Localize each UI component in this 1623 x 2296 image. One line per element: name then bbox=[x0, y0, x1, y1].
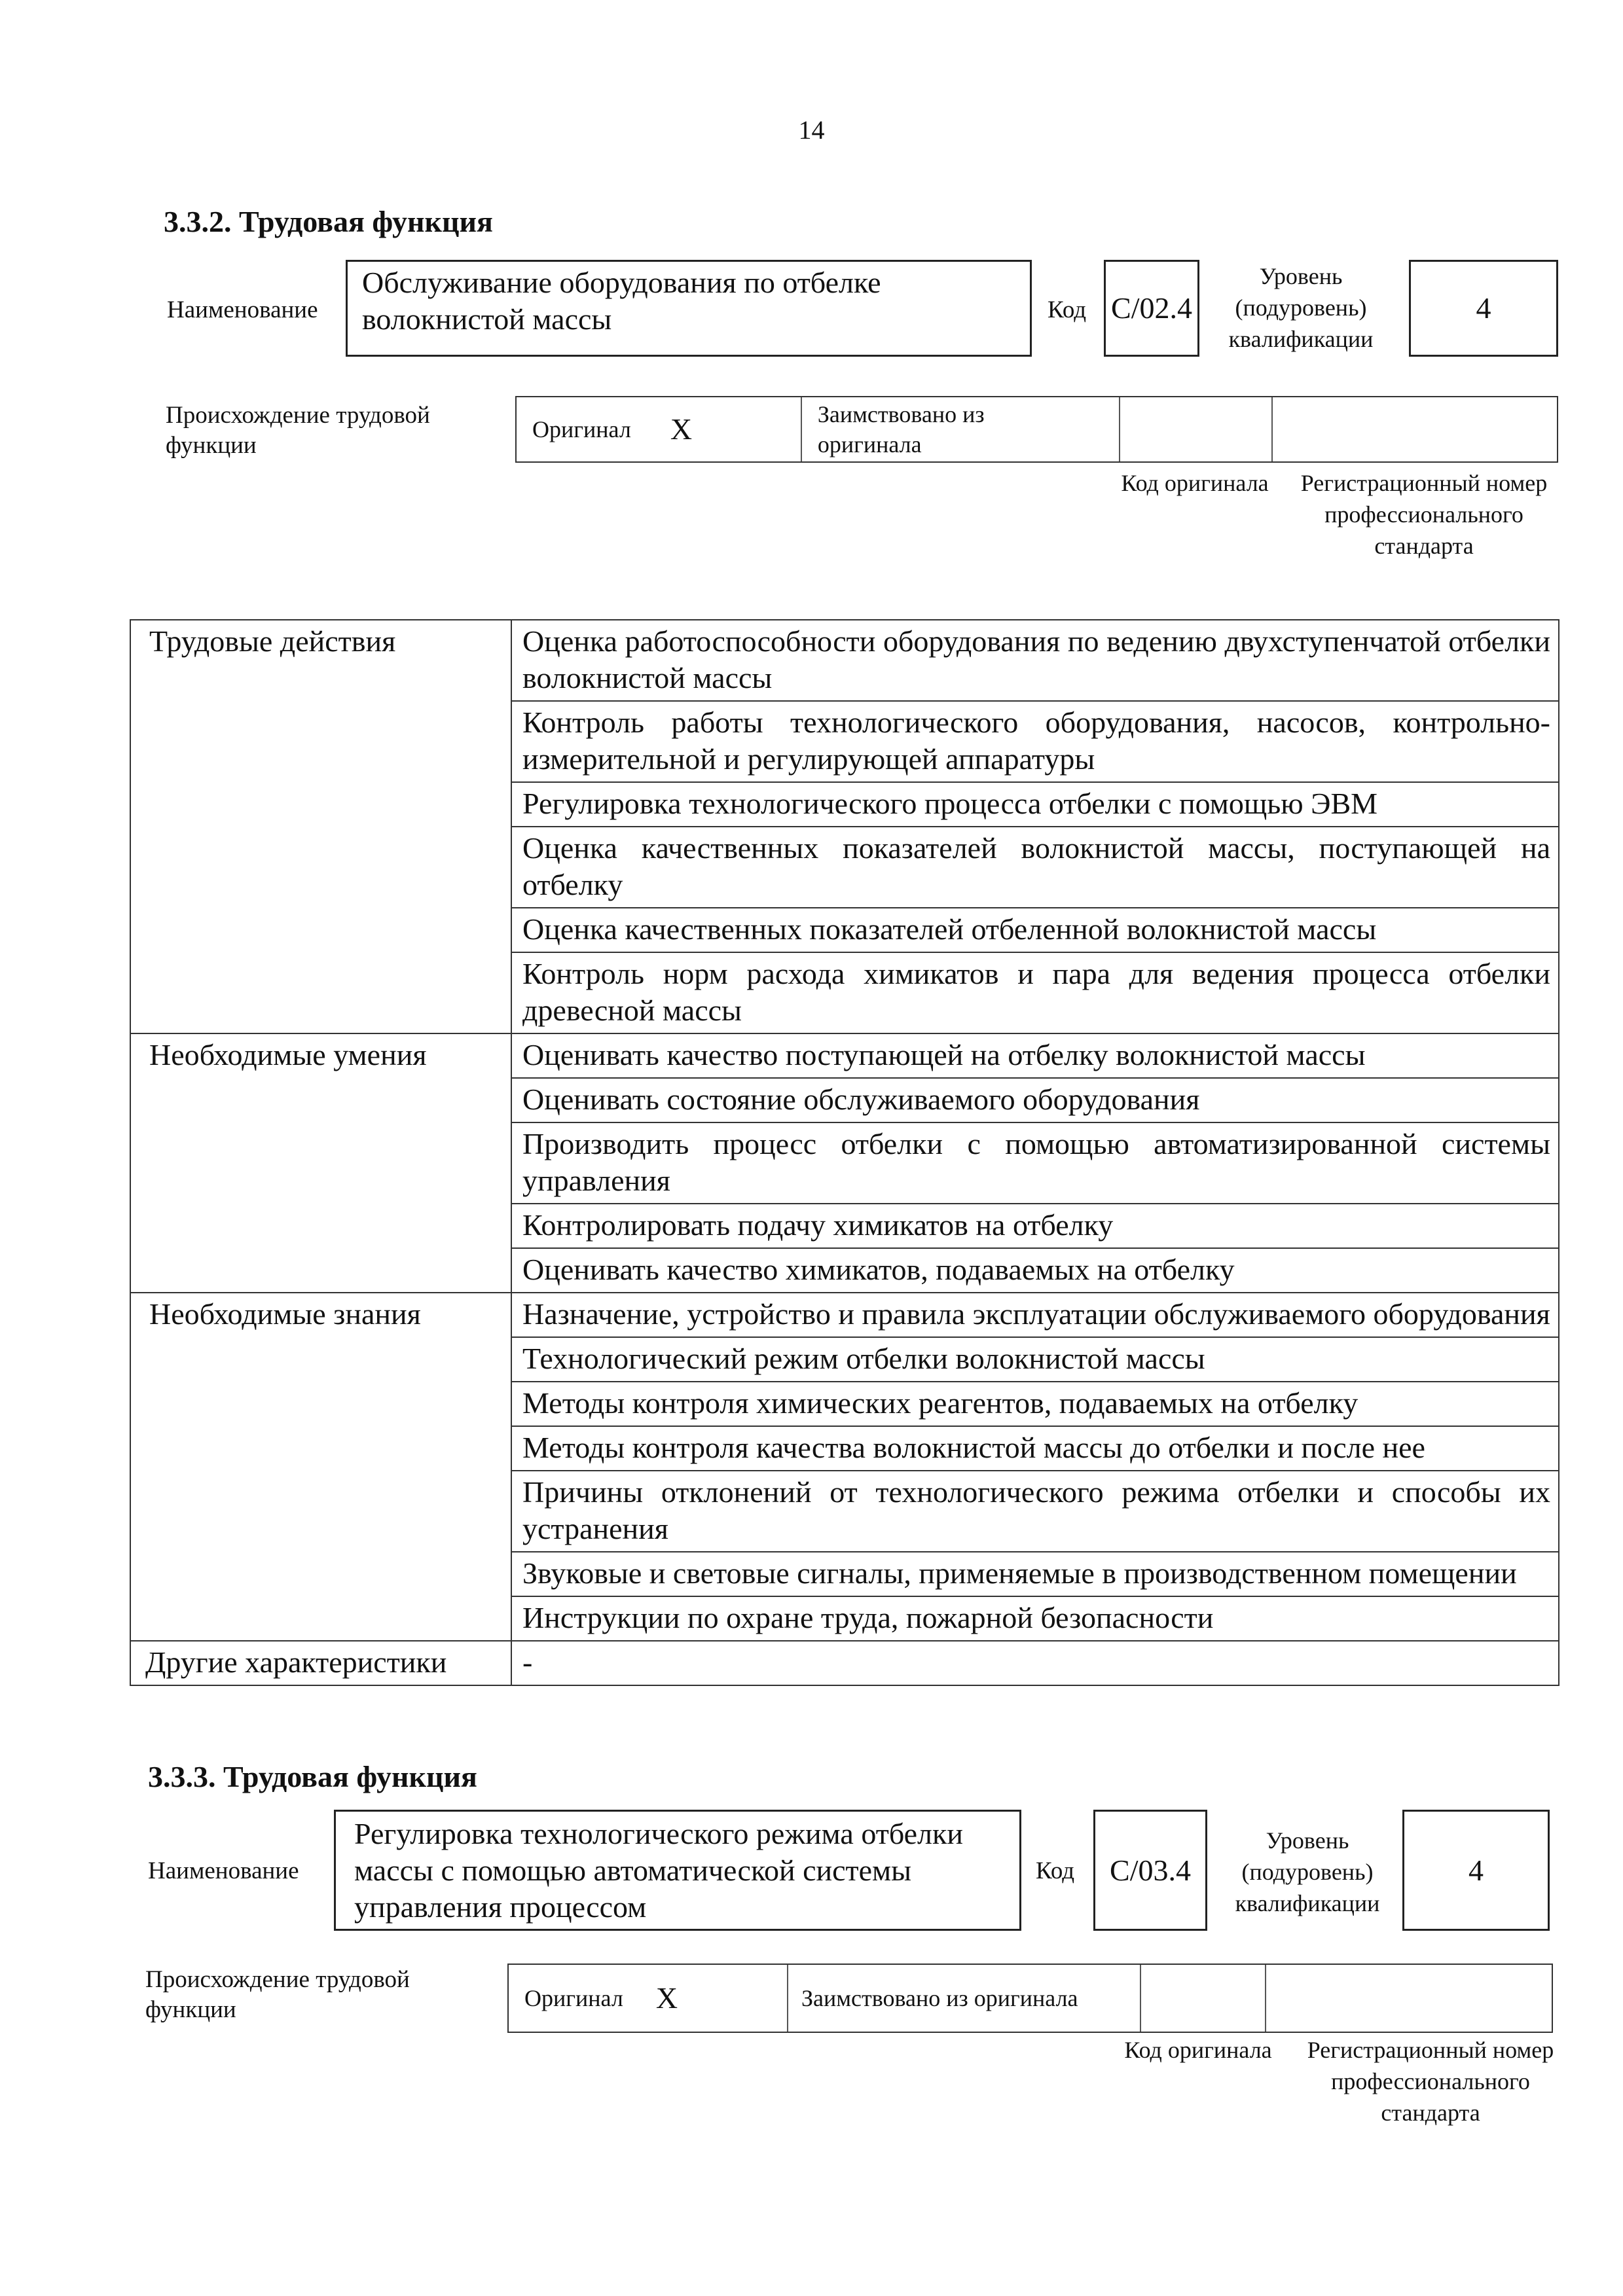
skill-item: Оценивать качество химикатов, подаваемых на отбелку bbox=[511, 1248, 1559, 1293]
code-original-cell bbox=[1120, 397, 1273, 461]
function-name-box bbox=[334, 1810, 1021, 1931]
original-mark: X bbox=[655, 1981, 678, 2015]
labor-action-item: Контроль норм расхода химикатов и пара для ведения процесса отбелки древесной массы bbox=[511, 952, 1559, 1033]
skills-header: Необходимые умения bbox=[130, 1033, 511, 1293]
table-row bbox=[130, 620, 1559, 701]
borrowed-label: Заимствовано из оригинала bbox=[817, 401, 985, 457]
origin-label: Происхождение трудовой функции bbox=[166, 402, 430, 459]
skill-item: Оценивать качество поступающей на отбелку волокнистой массы bbox=[511, 1033, 1559, 1078]
name-label: Наименование bbox=[167, 296, 318, 323]
function-name: Регулировка технологического режима отбелки массы с помощью автоматической системы управления процессом bbox=[354, 1817, 963, 1924]
knowledge-item: Назначение, устройство и правила эксплуатации обслуживаемого оборудования bbox=[511, 1293, 1559, 1337]
level-label: Уровень (подуровень) квалификации bbox=[1235, 1827, 1380, 1916]
code-value: C/03.4 bbox=[1110, 1853, 1191, 1887]
original-label: Оригинал bbox=[524, 1985, 623, 2011]
reg-number-cell bbox=[1266, 1965, 1552, 2032]
page-number: 14 bbox=[798, 115, 825, 145]
knowledge-item: Причины отклонений от технологического режима отбелки и способы их устранения bbox=[511, 1471, 1559, 1552]
other-value: - bbox=[511, 1641, 1559, 1685]
code-original-label: Код оригинала bbox=[1121, 470, 1269, 496]
code-label: Код bbox=[1048, 296, 1087, 323]
code-original-cell bbox=[1141, 1965, 1267, 2032]
knowledge-header: Необходимые знания bbox=[130, 1293, 511, 1641]
code-original-label: Код оригинала bbox=[1124, 2037, 1272, 2063]
function-name: Обслуживание оборудования по отбелке волокнистой массы bbox=[362, 266, 881, 336]
level-box bbox=[1409, 260, 1558, 357]
labor-actions-header: Трудовые действия bbox=[130, 620, 511, 1033]
code-value: C/02.4 bbox=[1111, 291, 1192, 325]
level-value: 4 bbox=[1476, 291, 1491, 325]
borrowed-cell bbox=[788, 1965, 1141, 2032]
labor-action-item: Оценка качественных показателей отбеленной волокнистой массы bbox=[511, 908, 1559, 952]
knowledge-item: Инструкции по охране труда, пожарной безопасности bbox=[511, 1596, 1559, 1641]
knowledge-item: Методы контроля химических реагентов, подаваемых на отбелку bbox=[511, 1382, 1559, 1426]
section-title: 3.3.3. Трудовая функция bbox=[148, 1760, 477, 1793]
name-label: Наименование bbox=[148, 1857, 299, 1884]
origin-table bbox=[507, 1964, 1553, 2033]
labor-action-item: Оценка работоспособности оборудования по ведению двухступенчатой отбелки волокнистой массы bbox=[511, 620, 1559, 701]
knowledge-item: Методы контроля качества волокнистой массы до отбелки и после нее bbox=[511, 1426, 1559, 1471]
function-details-table bbox=[130, 619, 1559, 1686]
table-row bbox=[130, 1293, 1559, 1337]
code-label: Код bbox=[1036, 1857, 1075, 1884]
code-box bbox=[1093, 1810, 1207, 1931]
table-row bbox=[130, 1033, 1559, 1078]
original-cell bbox=[509, 1965, 788, 2032]
skill-item: Контролировать подачу химикатов на отбелку bbox=[511, 1204, 1559, 1248]
borrowed-cell bbox=[802, 397, 1120, 461]
reg-number-cell bbox=[1273, 397, 1557, 461]
original-label: Оригинал bbox=[532, 416, 631, 442]
function-name-box bbox=[346, 260, 1032, 357]
other-header: Другие характеристики bbox=[130, 1641, 511, 1685]
skill-item: Производить процесс отбелки с помощью автоматизированной системы управления bbox=[511, 1122, 1559, 1204]
level-label: Уровень (подуровень) квалификации bbox=[1228, 263, 1374, 352]
original-cell bbox=[517, 397, 802, 461]
origin-label: Происхождение трудовой функции bbox=[145, 1966, 410, 2023]
knowledge-item: Технологический режим отбелки волокнистой массы bbox=[511, 1337, 1559, 1382]
reg-number-label: Регистрационный номер профессионального стандарта bbox=[1300, 470, 1548, 559]
level-box bbox=[1402, 1810, 1550, 1931]
table-row bbox=[130, 1641, 1559, 1685]
section-title: 3.3.2. Трудовая функция bbox=[164, 205, 493, 238]
labor-action-item: Регулировка технологического процесса отбелки с помощью ЭВМ bbox=[511, 782, 1559, 827]
skill-item: Оценивать состояние обслуживаемого оборудования bbox=[511, 1078, 1559, 1122]
labor-action-item: Оценка качественных показателей волокнистой массы, поступающей на отбелку bbox=[511, 827, 1559, 908]
reg-number-label: Регистрационный номер профессионального стандарта bbox=[1307, 2037, 1554, 2126]
borrowed-label: Заимствовано из оригинала bbox=[801, 1985, 1078, 2011]
original-mark: X bbox=[670, 412, 693, 446]
knowledge-item: Звуковые и световые сигналы, применяемые в производственном помещении bbox=[511, 1552, 1559, 1596]
labor-action-item: Контроль работы технологического оборудования, насосов, контрольно-измерительной и регулирующей аппаратуры bbox=[511, 701, 1559, 782]
origin-table bbox=[515, 396, 1558, 463]
level-value: 4 bbox=[1468, 1853, 1484, 1887]
code-box bbox=[1104, 260, 1199, 357]
